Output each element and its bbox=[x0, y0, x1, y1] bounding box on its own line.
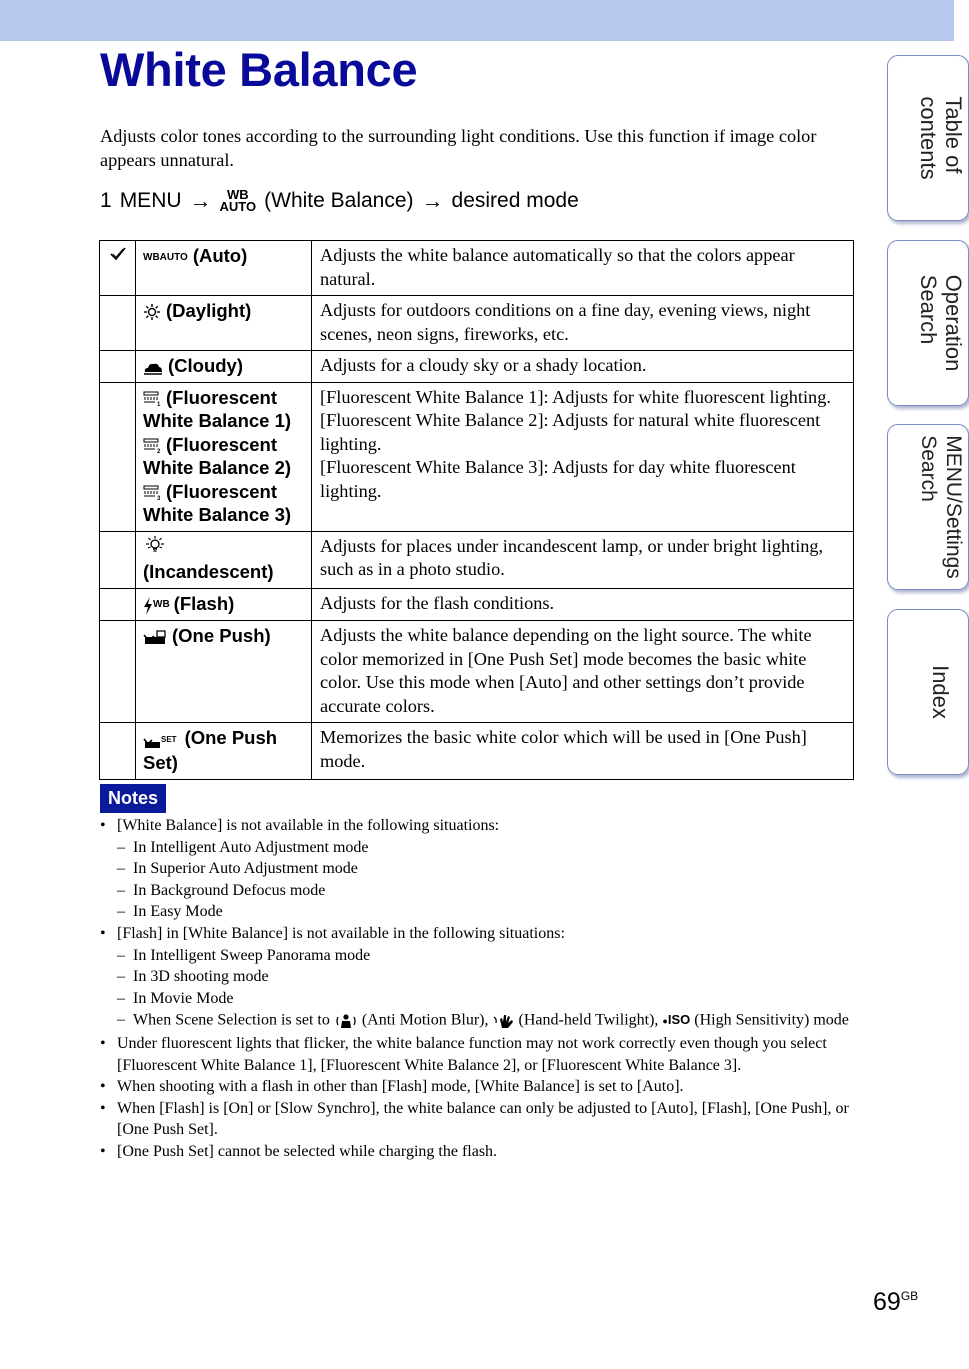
mode-cell bbox=[136, 351, 312, 383]
svg-text:2: 2 bbox=[157, 449, 161, 456]
list-item: • [Flash] in [White Balance] is not available in the following situations: bbox=[100, 923, 852, 945]
svg-text:3: 3 bbox=[157, 496, 161, 503]
mode-desc: [Fluorescent White Balance 1]: Adjusts for white fluorescent lighting. [Fluorescent White Balance 2]: Adjusts for natural white fluorescent lighting. [Fluorescent White Balance 3]: Adjusts for day white fluorescent lighting. bbox=[312, 382, 854, 531]
page-title: White Balance bbox=[100, 43, 418, 96]
mode-name: (Cloudy) bbox=[168, 355, 244, 376]
tab-operation-search[interactable]: Operation Search bbox=[887, 240, 969, 406]
list-item: • [White Balance] is not available in the following situations: bbox=[100, 815, 852, 837]
mode-name: (Fluorescent White Balance 2) bbox=[143, 433, 292, 478]
list-item: – In Movie Mode bbox=[100, 988, 852, 1010]
step-menu: MENU bbox=[119, 189, 182, 212]
mode-name: (Fluorescent White Balance 1) bbox=[143, 386, 292, 431]
white-balance-table bbox=[99, 240, 854, 780]
mode-desc: Adjusts for the flash conditions. bbox=[312, 588, 854, 621]
mode-name: (Incandescent) bbox=[143, 561, 274, 582]
tab-index[interactable]: Index bbox=[887, 609, 969, 775]
fluorescent-1 bbox=[143, 386, 305, 433]
fluorescent-2 bbox=[143, 433, 305, 480]
one-push-icon bbox=[143, 629, 167, 645]
mode-name: (Flash) bbox=[173, 592, 235, 614]
mode-name: (Fluorescent White Balance 3) bbox=[143, 480, 292, 525]
mode-name: (Daylight) bbox=[166, 300, 252, 321]
arrow-icon: → bbox=[421, 188, 444, 213]
list-item: • When shooting with a flash in other than [Flash] mode, [White Balance] is set to [Auto]. bbox=[100, 1076, 852, 1098]
mode-desc: Adjusts for outdoors conditions on a fine day, evening views, night scenes, neon signs, fireworks, etc. bbox=[312, 296, 854, 351]
list-item: – In Easy Mode bbox=[100, 901, 852, 923]
table-row bbox=[100, 531, 854, 588]
cloudy-icon bbox=[143, 359, 163, 375]
list-item: – In Intelligent Auto Adjustment mode bbox=[100, 837, 852, 859]
mode-cell bbox=[136, 621, 312, 723]
mode-desc: Adjusts the white balance depending on the light source. The white color memorized in [One Push Set] mode becomes the basic white color. Use this mode when [Auto] and other settings don’t provide accurate colors. bbox=[312, 621, 854, 723]
checkmark-icon bbox=[110, 247, 126, 261]
mode-desc: Adjusts for places under incandescent lamp, or under bright lighting, such as in a photo studio. bbox=[312, 531, 854, 588]
step-number: 1 bbox=[100, 189, 112, 212]
mode-desc: Adjusts the white balance automatically so that the colors appear natural. bbox=[312, 241, 854, 296]
notes-label: Notes bbox=[100, 784, 166, 813]
flash-wb-icon: WB bbox=[143, 593, 170, 617]
high-sensitivity-icon: ●ISO bbox=[662, 1012, 691, 1028]
list-item: – In 3D shooting mode bbox=[100, 966, 852, 988]
one-push-set-icon: SET bbox=[143, 728, 177, 752]
tab-table-of-contents[interactable]: Table of contents bbox=[887, 55, 969, 221]
step-label: (White Balance) bbox=[264, 189, 414, 212]
table-row bbox=[100, 296, 854, 351]
mode-desc: Memorizes the basic white color which will be used in [One Push] mode. bbox=[312, 723, 854, 779]
fluorescent-3 bbox=[143, 480, 305, 527]
incandescent-icon bbox=[143, 535, 167, 555]
mode-cell bbox=[136, 531, 312, 588]
fluorescent-2-icon bbox=[143, 437, 161, 454]
table-row bbox=[100, 588, 854, 621]
list-item: – In Intelligent Sweep Panorama mode bbox=[100, 945, 852, 967]
intro-text: Adjusts color tones according to the surrounding light conditions. Use this function if image color appears unnatural. bbox=[100, 126, 817, 170]
mode-cell bbox=[136, 382, 312, 531]
table-row bbox=[100, 241, 854, 296]
fluorescent-3-icon bbox=[143, 484, 161, 501]
default-cell bbox=[100, 241, 136, 296]
anti-motion-blur-icon bbox=[334, 1013, 358, 1029]
mode-name: (One Push Set) bbox=[143, 727, 278, 774]
mode-desc: Adjusts for a cloudy sky or a shady location. bbox=[312, 351, 854, 383]
fluorescent-1-icon bbox=[143, 390, 161, 407]
table-row bbox=[100, 621, 854, 723]
wb-auto-icon: WBAUTO bbox=[143, 251, 188, 263]
mode-cell bbox=[136, 588, 312, 621]
list-item: • When [Flash] is [On] or [Slow Synchro], the white balance can only be adjusted to [Auto], [Flash], [One Push], or [One Push Set]. bbox=[100, 1098, 852, 1141]
list-item: – In Background Defocus mode bbox=[100, 880, 852, 902]
list-item: – When Scene Selection is set to (Anti Motion Blur), (Hand-held Twilight), ●ISO (High Sensitivity) mode bbox=[100, 1009, 852, 1033]
mode-name: (One Push) bbox=[172, 625, 271, 647]
mode-cell bbox=[136, 723, 312, 779]
table-row bbox=[100, 351, 854, 383]
table-row bbox=[100, 723, 854, 779]
svg-text:1: 1 bbox=[157, 402, 161, 409]
menu-step bbox=[100, 188, 579, 214]
wb-auto-icon bbox=[220, 189, 257, 213]
list-item: • [One Push Set] cannot be selected while charging the flash. bbox=[100, 1141, 852, 1163]
hand-held-twilight-icon bbox=[493, 1013, 515, 1029]
daylight-icon bbox=[143, 303, 161, 321]
mode-cell bbox=[136, 296, 312, 351]
page-number: $69^{GB}$ bbox=[873, 1288, 919, 1316]
tab-menu-settings-search[interactable]: MENU/Settings Search bbox=[887, 424, 969, 590]
step-end: desired mode bbox=[451, 189, 579, 212]
list-item: – In Superior Auto Adjustment mode bbox=[100, 858, 852, 880]
mode-cell bbox=[136, 241, 312, 296]
wb-icon-top: WB bbox=[227, 187, 249, 202]
notes-list bbox=[100, 815, 852, 1163]
table-row bbox=[100, 382, 854, 531]
header-bar bbox=[0, 0, 954, 41]
arrow-icon: → bbox=[189, 188, 212, 213]
mode-name: (Auto) bbox=[192, 245, 248, 266]
wb-icon-bottom: AUTO bbox=[219, 199, 257, 214]
list-item: • Under fluorescent lights that flicker, the white balance function may not work correctly even though you select [Fluorescent White Balance 1], [Fluorescent White Balance 2], or [Fluorescent White Balance 3]. bbox=[100, 1033, 852, 1076]
